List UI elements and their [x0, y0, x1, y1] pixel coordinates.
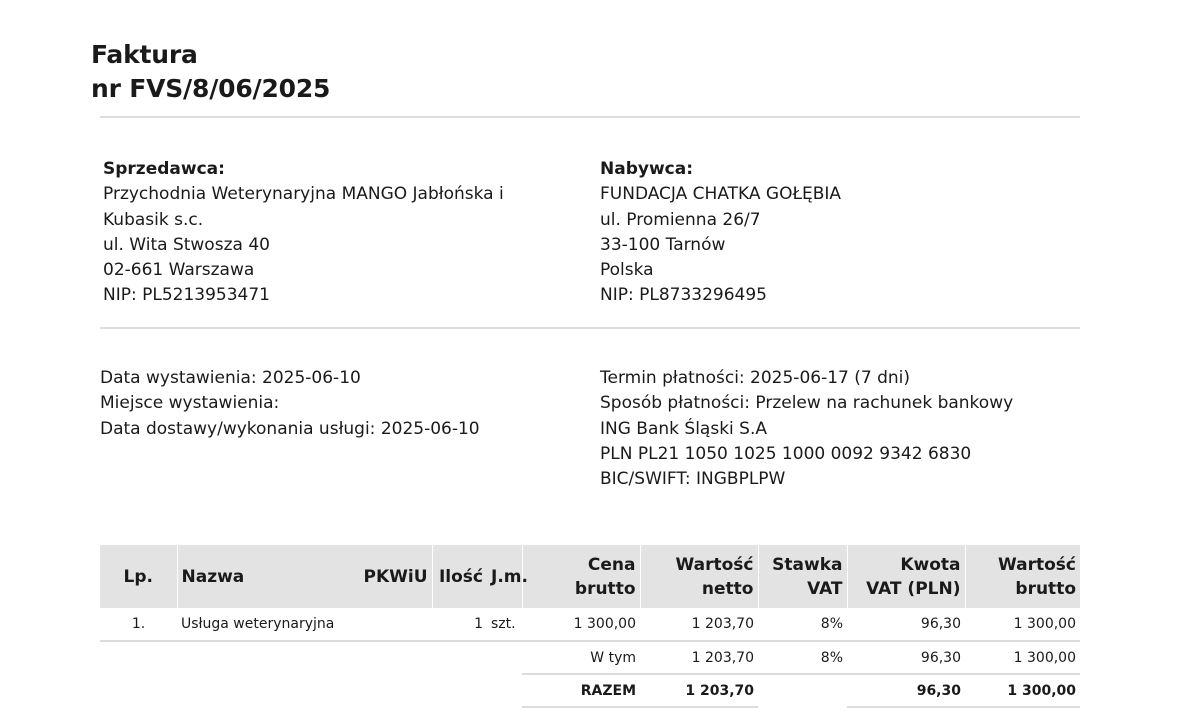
seller-nip: NIP: PL5213953471 — [103, 285, 270, 306]
header-name: Nazwa — [177, 545, 356, 608]
buyer-country: Polska — [600, 260, 654, 281]
buyer-nip: NIP: PL8733296495 — [600, 285, 767, 306]
header-rate: Stawka VAT — [758, 545, 847, 608]
seller-name-line2: Kubasik s.c. — [103, 209, 204, 230]
header-lp: Lp. — [123, 566, 153, 587]
items-table — [100, 545, 1080, 708]
payment-block — [600, 366, 1013, 492]
payment-due: Termin płatności: 2025-06-17 (7 dni) — [600, 368, 911, 388]
buyer-label: Nabywca: — [600, 159, 694, 179]
buyer-city: 33-100 Tarnów — [600, 234, 726, 255]
row-pkwiu — [356, 608, 432, 641]
row-unit: szt. — [487, 608, 522, 641]
table-header-row — [100, 545, 1080, 608]
total-label: RAZEM — [522, 674, 640, 707]
summary-rate: 8% — [758, 641, 847, 674]
seller-street: ul. Wita Stwosza 40 — [103, 234, 270, 255]
row-rate: 8% — [758, 608, 847, 641]
buyer-block — [600, 157, 841, 309]
row-net: 1 203,70 — [640, 608, 758, 641]
total-rate-empty — [758, 674, 847, 707]
total-vat: 96,30 — [847, 674, 965, 707]
header-qty: Ilość — [432, 545, 487, 608]
header-pkwiu: PKWiU — [363, 566, 428, 587]
table-row — [100, 608, 1080, 641]
buyer-street: ul. Promienna 26/7 — [600, 209, 761, 230]
summary-label: W tym — [522, 641, 640, 674]
header-vat: Kwota VAT (PLN) — [847, 545, 965, 608]
summary-net: 1 203,70 — [640, 641, 758, 674]
total-net: 1 203,70 — [640, 674, 758, 707]
header-price: Cena brutto — [522, 545, 640, 608]
seller-name-line1: Przychodnia Weterynaryjna MANGO Jabłońska i — [103, 184, 504, 205]
row-qty: 1 — [432, 608, 487, 641]
payment-method: Sposób płatności: Przelew na rachunek bankowy — [600, 393, 1014, 414]
summary-row — [100, 641, 1080, 674]
total-gross: 1 300,00 — [965, 674, 1080, 707]
row-gross: 1 300,00 — [965, 608, 1080, 641]
divider-top — [100, 116, 1080, 118]
invoice-title — [91, 38, 330, 106]
row-lp: 1. — [100, 608, 177, 641]
row-vat: 96,30 — [847, 608, 965, 641]
bic-swift: BIC/SWIFT: INGBPLPW — [600, 469, 786, 490]
issue-date: Data wystawienia: 2025-06-10 — [100, 368, 361, 388]
delivery-date: Data dostawy/wykonania usługi: 2025-06-10 — [100, 418, 480, 439]
bank-name: ING Bank Śląski S.A — [600, 418, 767, 439]
dates-block — [100, 366, 480, 442]
invoice-title-label: Faktura — [91, 40, 198, 69]
seller-label: Sprzedawca: — [103, 159, 225, 179]
header-unit: J.m. — [491, 566, 528, 587]
buyer-name: FUNDACJA CHATKA GOŁĘBIA — [600, 184, 842, 205]
issue-place: Miejsce wystawienia: — [100, 393, 280, 414]
seller-city: 02-661 Warszawa — [103, 260, 255, 281]
summary-vat: 96,30 — [847, 641, 965, 674]
invoice-number: nr FVS/8/06/2025 — [91, 74, 331, 103]
row-price: 1 300,00 — [522, 608, 640, 641]
bank-account: PLN PL21 1050 1025 1000 0092 9342 6830 — [600, 443, 972, 464]
seller-block — [103, 157, 504, 309]
header-gross: Wartość brutto — [965, 545, 1080, 608]
divider-middle — [100, 327, 1080, 329]
row-name: Usługa weterynaryjna — [177, 608, 356, 641]
summary-gross: 1 300,00 — [965, 641, 1080, 674]
header-net: Wartość netto — [640, 545, 758, 608]
total-row — [100, 674, 1080, 707]
